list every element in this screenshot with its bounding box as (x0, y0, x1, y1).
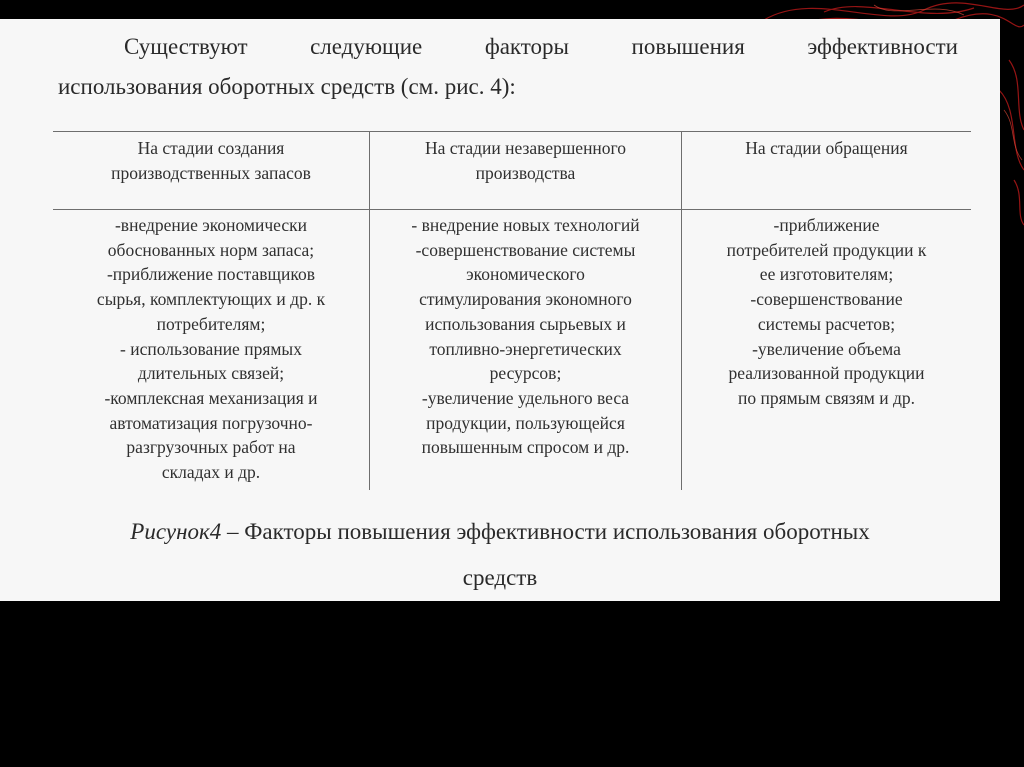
intro-line-2: использования оборотных средств (см. рис. 4): (58, 74, 516, 99)
caption-line-2: средств (462, 565, 538, 590)
intro-word: Существуют (124, 34, 248, 59)
caption-line-1 (0, 509, 1000, 555)
figure-caption (0, 509, 1000, 601)
intro-paragraph (58, 27, 958, 107)
table-cell: -внедрение экономически обоснованных норм запаса; -приближение поставщиков сырья, комплектующих и др. к потребителям; - использование прямых длительных связей; -комплексная механизация и автоматизация погрузочно- разгрузочных работ на складах и др. (53, 210, 370, 490)
intro-word: следующие (310, 34, 423, 59)
intro-word: факторы (484, 34, 569, 59)
table-header-cell: На стадии незавершенного производства (370, 132, 682, 210)
table-cell: - внедрение новых технологий -совершенствование системы экономического стимулирования экономного использования сырьевых и топливно-энергетических ресурсов; -увеличение удельного веса продукции, пользующейся повышенным спросом и др. (370, 210, 682, 490)
intro-line-1 (58, 27, 958, 67)
table-cell: -приближение потребителей продукции к ее изготовителям; -совершенствование системы расчетов; -увеличение объема реализованной продукции по прямым связям и др. (726, 215, 927, 408)
intro-word: повышения (631, 34, 745, 59)
table-header-cell: На стадии обращения (682, 132, 971, 210)
caption-text: – Факторы повышения эффективности использования оборотных (221, 519, 870, 544)
document-sheet (0, 19, 1000, 601)
factors-table (53, 131, 971, 489)
table-header-cell: На стадии создания производственных запасов (53, 132, 370, 210)
intro-word: эффективности (807, 34, 958, 59)
caption-label: Рисунок4 (130, 519, 222, 544)
